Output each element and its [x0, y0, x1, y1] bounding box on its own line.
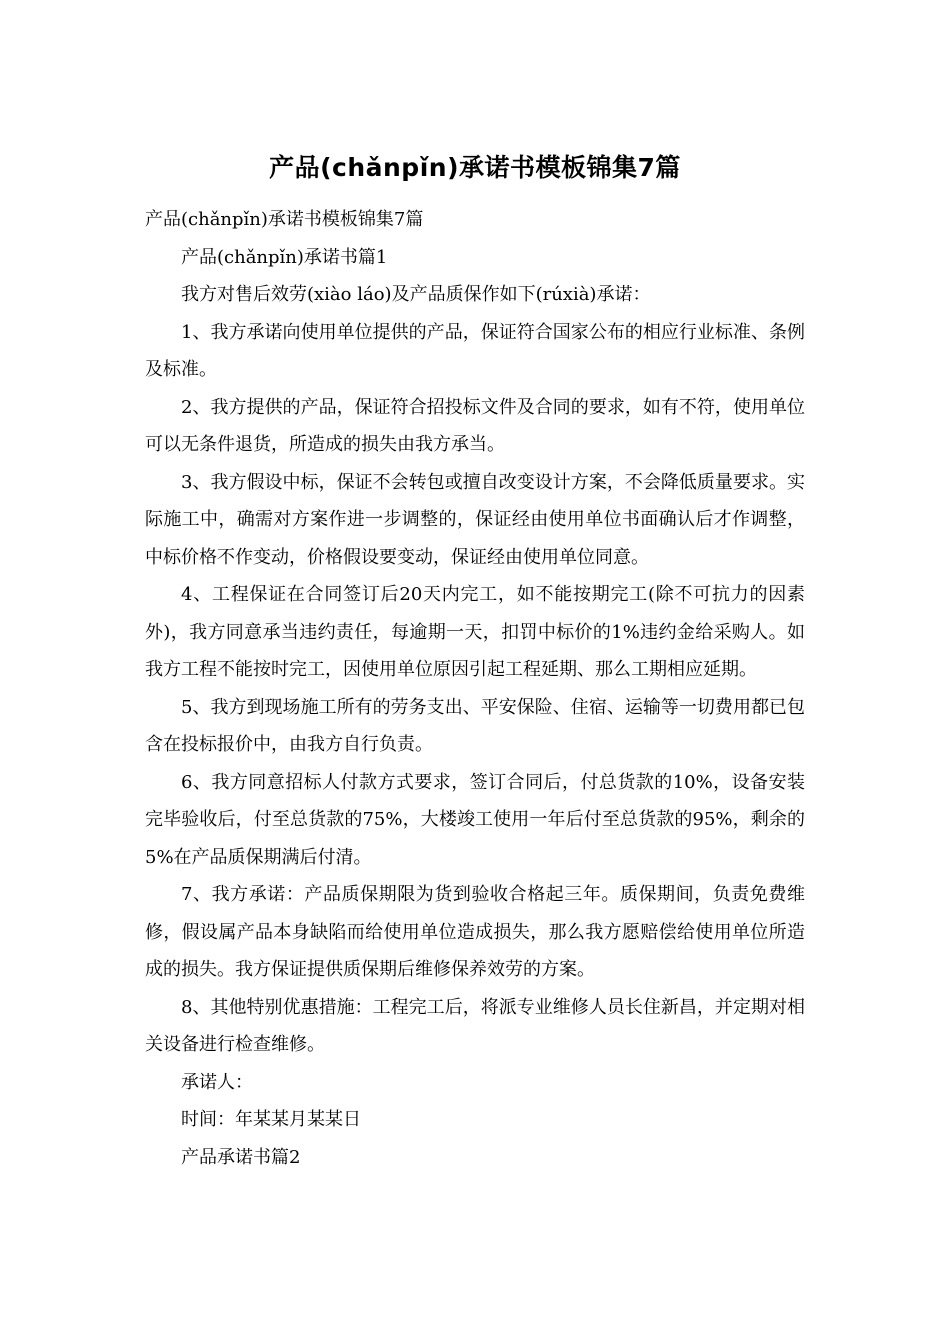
commitment-item: 7、我方承诺：产品质保期限为货到验收合格起三年。质保期间，负责免费维修，假设属产品本身缺陷而给使用单位造成损失，那么我方愿赔偿给使用单位所造成的损失。我方保证提供质保期后维修保养效劳的方案。	[145, 884, 805, 980]
date-line: 时间：年某某月某某日	[181, 1109, 361, 1130]
commitment-item: 3、我方假设中标，保证不会转包或擅自改变设计方案，不会降低质量要求。实际施工中，确需对方案作进一步调整的，保证经由使用单位书面确认后才作调整，中标价格不作变动，价格假设要变动，保证经由使用单位同意。	[145, 471, 805, 568]
section-heading: 产品(chǎnpǐn)承诺书篇1	[181, 246, 388, 268]
commitment-item: 4、工程保证在合同签订后20天内完工，如不能按期完工(除不可抗力的因素外)，我方同意承当违约责任，每逾期一天，扣罚中标价的1%违约金给采购人。如我方工程不能按时完工，因使用单位原因引起工程延期、那么工期相应延期。	[145, 584, 805, 680]
commitment-item: 6、我方同意招标人付款方式要求，签订合同后，付总货款的10%，设备安装完毕验收后，付至总货款的75%，大楼竣工使用一年后付至总货款的95%，剩余的5%在产品质保期满后付清。	[145, 771, 805, 868]
commitment-item: 8、其他特别优惠措施：工程完工后，将派专业维修人员长住新昌，并定期对相关设备进行检查维修。	[145, 996, 805, 1055]
document-title: 产品(chǎnpǐn)承诺书模板锦集7篇	[269, 153, 681, 182]
document-subtitle: 产品(chǎnpǐn)承诺书模板锦集7篇	[145, 209, 424, 230]
intro-paragraph: 我方对售后效劳(xiào láo)及产品质保作如下(rúxià)承诺：	[181, 284, 651, 305]
commitment-item: 1、我方承诺向使用单位提供的产品，保证符合国家公布的相应行业标准、条例及标准。	[145, 321, 805, 380]
commitment-item: 5、我方到现场施工所有的劳务支出、平安保险、住宿、运输等一切费用都已包含在投标报价中，由我方自行负责。	[145, 696, 805, 755]
promisor-label: 承诺人：	[181, 1071, 253, 1093]
commitment-item: 2、我方提供的产品，保证符合招投标文件及合同的要求，如有不符，使用单位可以无条件退货，所造成的损失由我方承当。	[145, 396, 805, 455]
section-heading: 产品承诺书篇2	[181, 1146, 301, 1168]
